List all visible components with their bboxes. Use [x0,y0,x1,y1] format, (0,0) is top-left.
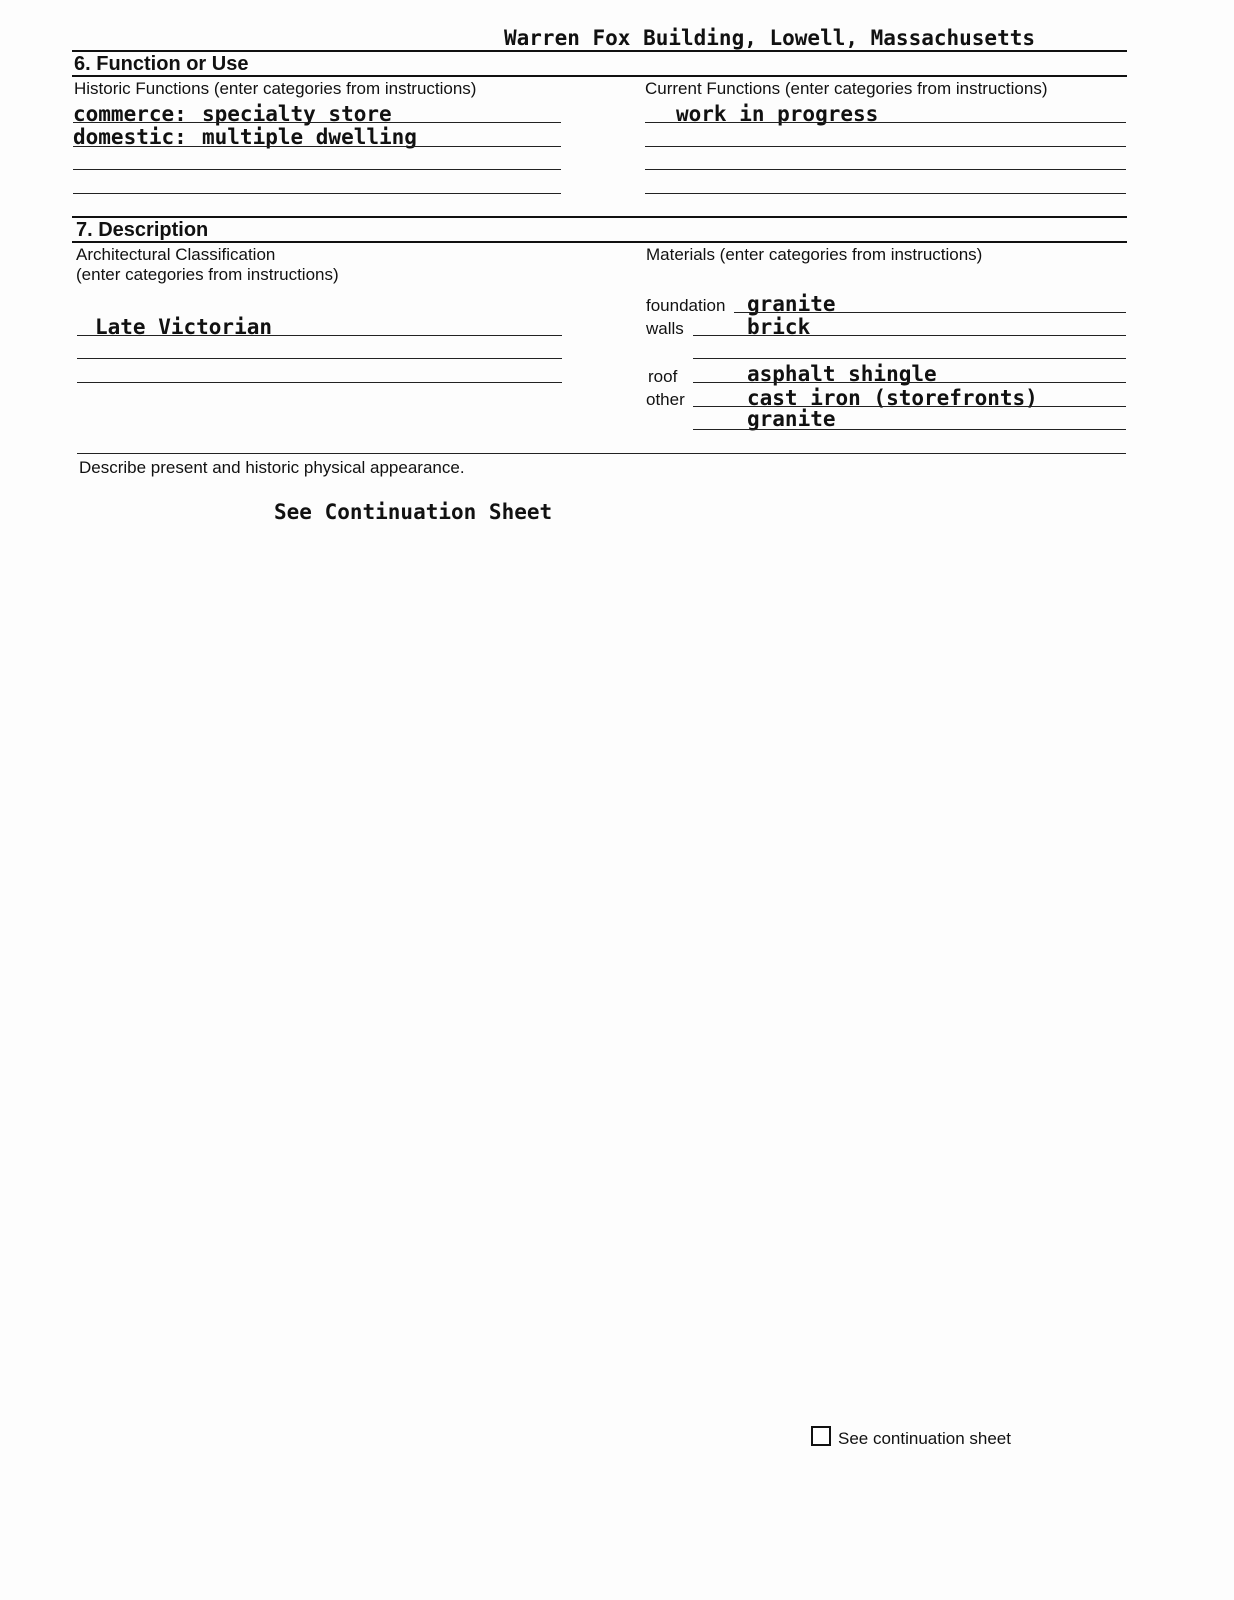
header-rule [72,50,1127,52]
current-functions-label: Current Functions (enter categories from instructions) [645,79,1048,98]
other-label: other [646,390,685,409]
roof-value: asphalt shingle [747,362,937,386]
arch-classification-label: Architectural Classification [76,245,276,264]
other-value-2: granite [747,407,836,431]
section-7-rule [72,241,1127,243]
roof-label: roof [648,367,678,386]
walls-line [693,335,1126,336]
arch-line-3 [77,382,562,383]
arch-classification-value: Late Victorian [95,315,273,339]
describe-label: Describe present and historic physical appearance. [79,458,465,477]
arch-line-1 [77,335,562,336]
foundation-value: granite [747,292,836,316]
historic-line-4 [73,193,561,194]
current-line-1 [645,122,1126,123]
current-line-4 [645,193,1126,194]
arch-line-2 [77,358,562,359]
other-line-2 [693,429,1126,430]
current-line-2 [645,146,1126,147]
section-6-title: 6. Function or Use [74,53,249,75]
historic-subcategory-2: multiple dwelling [202,125,417,149]
walls-line-2 [693,358,1126,359]
section-7-bottom-line [77,453,1126,454]
walls-value: brick [747,315,811,339]
section-7-top-rule [72,216,1127,218]
current-line-3 [645,169,1126,170]
historic-line-3 [73,169,561,170]
historic-functions-label: Historic Functions (enter categories from instructions) [74,79,477,98]
current-function-1: work in progress [676,102,879,126]
continuation-sheet-checkbox[interactable] [811,1426,831,1446]
arch-classification-sublabel: (enter categories from instructions) [76,265,339,284]
historic-category-2: domestic: [73,125,187,149]
foundation-line [734,312,1126,313]
section-6-rule [72,75,1127,77]
other-value: cast iron (storefronts) [747,386,1038,410]
historic-line-2 [73,146,561,147]
continuation-sheet-label: See continuation sheet [838,1429,1011,1448]
foundation-label: foundation [646,296,726,315]
historic-category-1: commerce: [73,102,187,126]
walls-label: walls [646,319,684,338]
section-7-title: 7. Description [76,219,209,241]
property-name: Warren Fox Building, Lowell, Massachusetts [504,26,1036,50]
historic-line-1 [73,122,561,123]
roof-line [693,382,1126,383]
historic-subcategory-1: specialty store [202,102,392,126]
materials-label: Materials (enter categories from instructions) [646,245,983,264]
see-continuation-sheet-text: See Continuation Sheet [274,500,553,524]
